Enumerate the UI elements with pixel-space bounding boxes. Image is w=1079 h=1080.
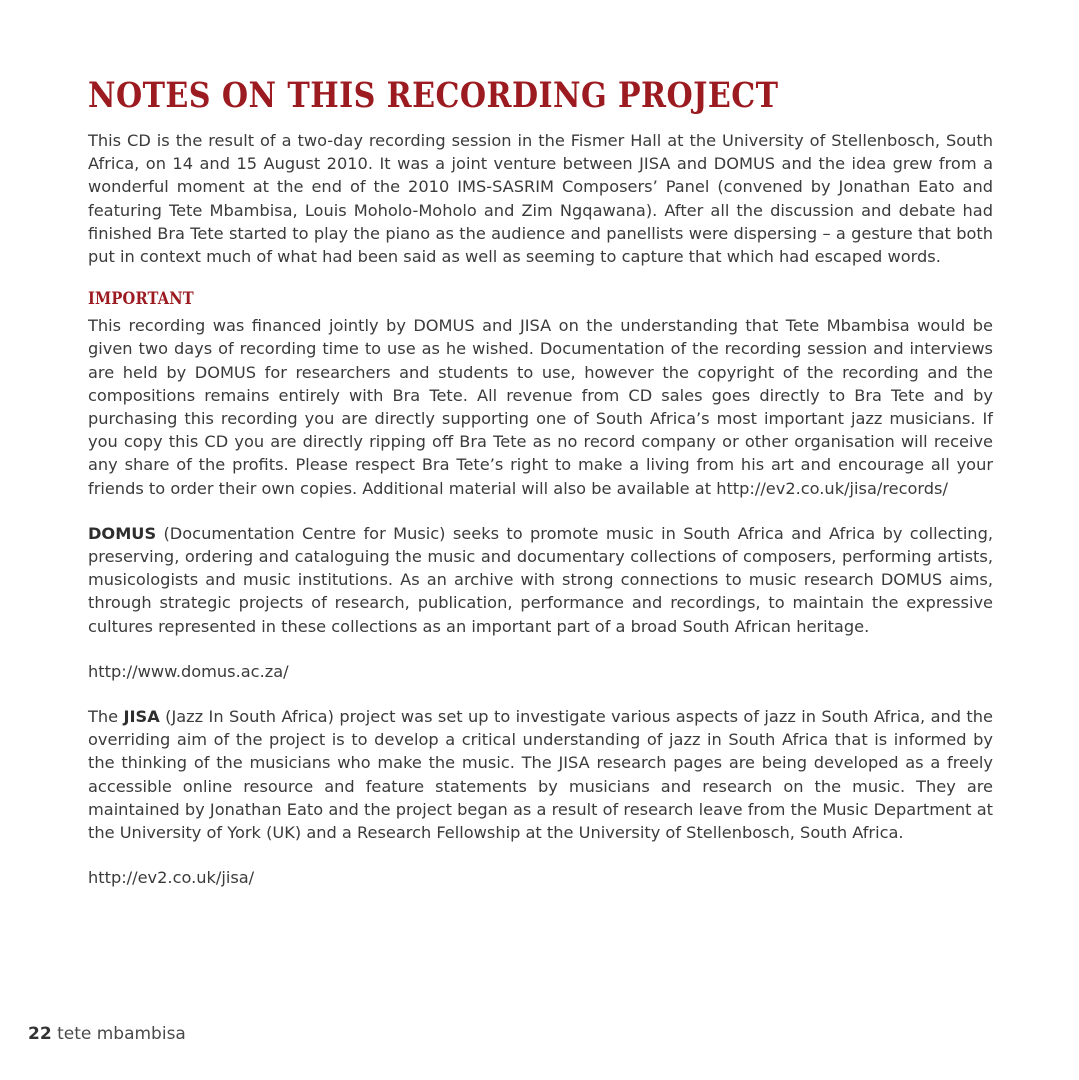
spacer [88, 638, 993, 660]
spacer [88, 268, 993, 291]
jisa-lead-prefix: The [88, 707, 124, 727]
footer-page-number: 22 [28, 1024, 52, 1044]
domus-paragraph-text: (Documentation Centre for Music) seeks to promote music in South Africa and Africa by collecting, preserving, ordering and cataloguing the music and documentary collections of composers, performing artists, musicologists and music institutions. As an archive with strong connections to music research DOMUS aims, through strategic projects of research, publication, performance and recordings, to maintain the expressive cultures represented in these collections as an important part of a broad South African heritage. [88, 523, 993, 636]
domus-paragraph [88, 522, 993, 638]
spacer [88, 500, 993, 522]
footer-label: tete mbambisa [57, 1024, 186, 1044]
intro-paragraph: This CD is the result of a two-day recording session in the Fismer Hall at the University of Stellenbosch, South Africa, on 14 and 15 August 2010. It was a joint venture between JISA and DOMUS and the idea grew from a wonderful moment at the end of the 2010 IMS-SASRIM Composers’ Panel (convened by Jonathan Eato and featuring Tete Mbambisa, Louis Moholo-Moholo and Zim Ngqawana). After all the discussion and debate had finished Bra Tete started to play the piano as the audience and panellists were dispersing – a gesture that both put in context much of what had been said as well as seeming to capture that which had escaped words. [88, 131, 993, 267]
domus-lead-bold: DOMUS [88, 523, 157, 543]
page-title: NOTES ON THIS RECORDING PROJECT [88, 75, 779, 116]
jisa-url[interactable]: http://ev2.co.uk/jisa/ [88, 868, 255, 888]
jisa-lead-bold: JISA [123, 707, 160, 727]
important-paragraph: This recording was financed jointly by DOMUS and JISA on the understanding that Tete Mbambisa would be given two days of recording time to use as he wished. Documentation of the recording session and interviews are held by DOMUS for researchers and students to use, however the copyright of the recording and the compositions remains entirely with Bra Tete. All revenue from CD sales goes directly to Bra Tete and by purchasing this recording you are directly supporting one of South Africa’s most important jazz musicians. If you copy this CD you are directly ripping off Bra Tete as no record company or other organisation will receive any share of the profits. Please respect Bra Tete’s right to make a living from his art and encourage all your friends to order their own copies. Additional material will also be available at http://ev2.co.uk/jisa/records/ [88, 316, 993, 498]
spacer [88, 683, 993, 705]
domus-url[interactable]: http://www.domus.ac.za/ [88, 661, 289, 681]
important-heading: IMPORTANT [88, 289, 194, 310]
jisa-paragraph-text: (Jazz In South Africa) project was set up to investigate various aspects of jazz in South Africa, and the overriding aim of the project is to develop a critical understanding of jazz in South Africa that is informed by the thinking of the musicians who make the music. The JISA research pages are being developed as a freely accessible online resource and feature statements by musicians and research on the music. They are maintained by Jonathan Eato and the project began as a result of research leave from the Music Department at the University of York (UK) and a Research Fellowship at the University of Stellenbosch, South Africa. [88, 707, 993, 843]
page-footer [28, 1024, 186, 1044]
spacer [88, 844, 993, 866]
jisa-paragraph [88, 705, 993, 844]
page-content [88, 75, 993, 889]
